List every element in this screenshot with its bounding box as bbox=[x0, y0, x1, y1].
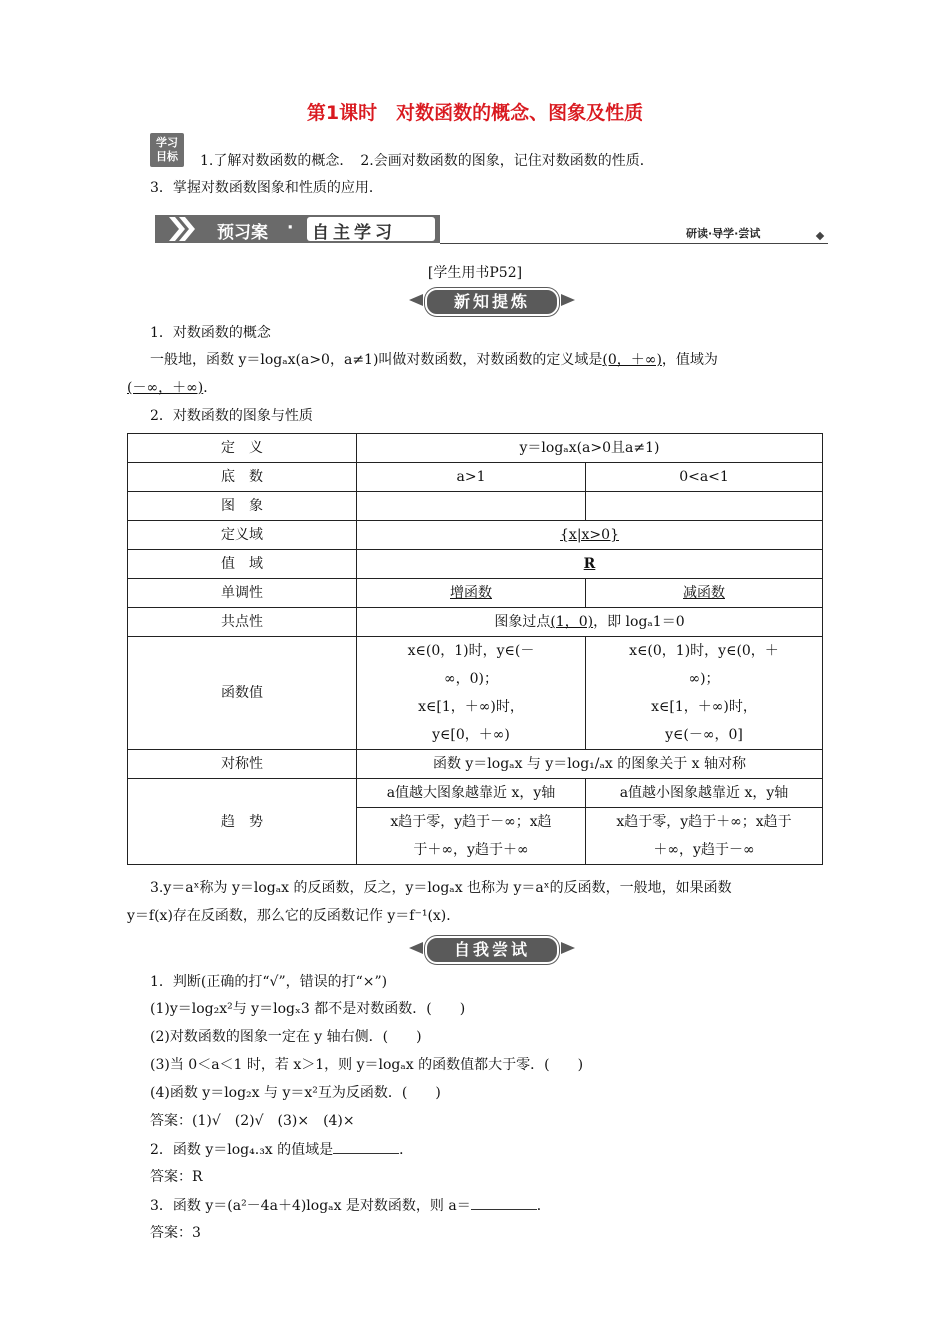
table-common-point-value bbox=[357, 608, 823, 637]
answer-2: 答案：R bbox=[150, 1169, 203, 1185]
value2-line: ∞)； bbox=[688, 671, 720, 687]
value1-line: ∞，0)； bbox=[443, 671, 499, 687]
book-reference: [学生用书P52] bbox=[427, 265, 523, 281]
banner-right-box: 自主学习 bbox=[312, 223, 396, 243]
trend2-line: ＋∞，y趋于－∞ bbox=[653, 842, 755, 858]
common-pre: 图象过点 bbox=[494, 614, 551, 630]
exercise-1-3: (3)当 0＜a＜1 时，若 x＞1，则 y＝logₐx 的函数值都大于零．( ) bbox=[150, 1057, 584, 1073]
concept-text bbox=[150, 350, 718, 370]
log-function-table bbox=[127, 433, 823, 865]
table-range-value: R bbox=[357, 550, 823, 579]
concept-heading: 1．对数函数的概念 bbox=[150, 325, 271, 341]
concept-text-c: ． bbox=[203, 380, 218, 396]
table-row bbox=[128, 521, 823, 550]
table-function-value-2 bbox=[586, 637, 823, 750]
trend1-line: 于＋∞，y趋于＋∞ bbox=[413, 842, 529, 858]
table-label-base: 底 数 bbox=[128, 463, 357, 492]
table-row bbox=[128, 608, 823, 637]
table-row bbox=[128, 492, 823, 521]
answer-3: 答案：3 bbox=[150, 1225, 201, 1241]
table-label-definition: 定 义 bbox=[128, 434, 357, 463]
concept-domain: (0，＋∞) bbox=[602, 352, 662, 368]
table-trend-2-top: a值越小图象越靠近 x，y轴 bbox=[586, 779, 823, 808]
exercise-1: 1．判断(正确的打“√”，错误的打“×”) bbox=[150, 974, 388, 990]
table-row bbox=[128, 550, 823, 579]
banner-divider bbox=[440, 243, 828, 244]
table-domain-value: {x|x>0} bbox=[357, 521, 823, 550]
preview-banner bbox=[155, 213, 440, 245]
value2-line: x∈(0，1)时，y∈(0，＋ bbox=[629, 643, 779, 659]
value1-line: x∈[1，＋∞)时， bbox=[418, 699, 524, 715]
learning-goal-badge bbox=[150, 133, 184, 167]
common-post: ，即 logₐ1＝0 bbox=[593, 614, 685, 630]
table-label-domain: 定义域 bbox=[128, 521, 357, 550]
concept-range: (－∞，＋∞) bbox=[127, 380, 204, 396]
table-row bbox=[128, 750, 823, 779]
exercise-2 bbox=[150, 1139, 413, 1160]
trend2-line: x趋于零，y趋于＋∞；x趋于 bbox=[616, 814, 792, 830]
table-base-less-one: 0<a<1 bbox=[586, 463, 823, 492]
answer-blank bbox=[333, 1139, 399, 1154]
table-label-monotonicity: 单调性 bbox=[128, 579, 357, 608]
banner-right-note: 研读·导学·尝试 bbox=[686, 227, 761, 240]
table-label-trend: 趋 势 bbox=[128, 779, 357, 865]
exercise-1-1: (1)y＝log₂x²与 y＝logₓ3 都不是对数函数．( ) bbox=[150, 1001, 466, 1017]
exercise-3 bbox=[150, 1195, 551, 1216]
exercise-3-text: 3．函数 y＝(a²－4a＋4)logₐx 是对数函数，则 a＝ bbox=[150, 1198, 471, 1214]
table-symmetry-value: 函数 y＝logₐx 与 y＝log₁/ₐx 的图象关于 x 轴对称 bbox=[357, 750, 823, 779]
goal-badge-top: 学习 bbox=[156, 136, 178, 149]
table-graph-cell-1 bbox=[357, 492, 586, 521]
table-trend-1-top: a值越大图象越靠近 x，y轴 bbox=[357, 779, 586, 808]
section-badge-self-test bbox=[407, 933, 577, 963]
exercise-3-end: ． bbox=[536, 1198, 551, 1214]
table-row bbox=[128, 579, 823, 608]
goal-badge-bottom: 目标 bbox=[156, 150, 178, 163]
value1-line: y∈[0，＋∞) bbox=[432, 727, 510, 743]
concept-text-line2 bbox=[127, 378, 217, 398]
table-label-symmetry: 对称性 bbox=[128, 750, 357, 779]
banner-dot: · bbox=[287, 218, 294, 238]
answer-1: 答案：(1)√ (2)√ (3)× (4)× bbox=[150, 1113, 355, 1129]
table-trend-1-bottom bbox=[357, 808, 586, 865]
page-title: 第1课时 对数函数的概念、图象及性质 bbox=[306, 102, 644, 124]
table-definition-value: y＝logₐx(a>0且a≠1) bbox=[357, 434, 823, 463]
table-function-value-1 bbox=[357, 637, 586, 750]
value2-line: y∈(－∞，0] bbox=[665, 727, 743, 743]
exercise-2-text: 2．函数 y＝log₄.₃x 的值域是 bbox=[150, 1142, 334, 1158]
exercise-2-end: ． bbox=[399, 1142, 414, 1158]
table-base-greater-one: a>1 bbox=[357, 463, 586, 492]
table-label-common-point: 共点性 bbox=[128, 608, 357, 637]
goal-line-1: 1.了解对数函数的概念． 2.会画对数函数的图象，记住对数函数的性质． bbox=[200, 153, 654, 169]
table-row bbox=[128, 779, 823, 808]
table-monotonicity-2: 减函数 bbox=[586, 579, 823, 608]
value2-line: x∈[1，＋∞)时， bbox=[651, 699, 757, 715]
banner-left-text: 预习案 bbox=[217, 223, 268, 243]
section-badge-label: 自我尝试 bbox=[425, 936, 559, 964]
table-label-graph: 图 象 bbox=[128, 492, 357, 521]
table-row bbox=[128, 434, 823, 463]
exercise-1-2: (2)对数函数的图象一定在 y 轴右侧．( ) bbox=[150, 1029, 422, 1045]
concept-text-a: 一般地，函数 y＝logₐx(a>0，a≠1)叫做对数函数，对数函数的定义域是 bbox=[150, 352, 603, 368]
exercise-1-4: (4)函数 y＝log₂x 与 y＝x²互为反函数．( ) bbox=[150, 1085, 441, 1101]
table-graph-cell-2 bbox=[586, 492, 823, 521]
common-point: (1，0) bbox=[550, 614, 594, 630]
inverse-line-1: 3.y＝aˣ称为 y＝logₐx 的反函数，反之，y＝logₐx 也称为 y＝aˣ的反函数，一般地，如果函数 bbox=[150, 880, 732, 896]
section-badge-label: 新知提炼 bbox=[425, 288, 559, 316]
goal-line-2: 3．掌握对数函数图象和性质的应用． bbox=[150, 180, 383, 196]
table-monotonicity-1: 增函数 bbox=[357, 579, 586, 608]
answer-blank bbox=[471, 1195, 537, 1210]
value1-line: x∈(0，1)时，y∈(－ bbox=[407, 643, 535, 659]
table-label-function-value: 函数值 bbox=[128, 637, 357, 750]
table-row bbox=[128, 637, 823, 750]
inverse-line-2: y＝f(x)存在反函数，那么它的反函数记作 y＝f⁻¹(x)． bbox=[127, 908, 461, 924]
diamond-icon bbox=[816, 232, 824, 240]
trend1-line: x趋于零，y趋于－∞；x趋 bbox=[390, 814, 552, 830]
section-badge-new-knowledge bbox=[407, 285, 577, 315]
table-trend-2-bottom bbox=[586, 808, 823, 865]
table-heading: 2．对数函数的图象与性质 bbox=[150, 408, 313, 424]
table-row bbox=[128, 463, 823, 492]
concept-text-b: ，值域为 bbox=[661, 352, 718, 368]
table-label-range: 值 域 bbox=[128, 550, 357, 579]
